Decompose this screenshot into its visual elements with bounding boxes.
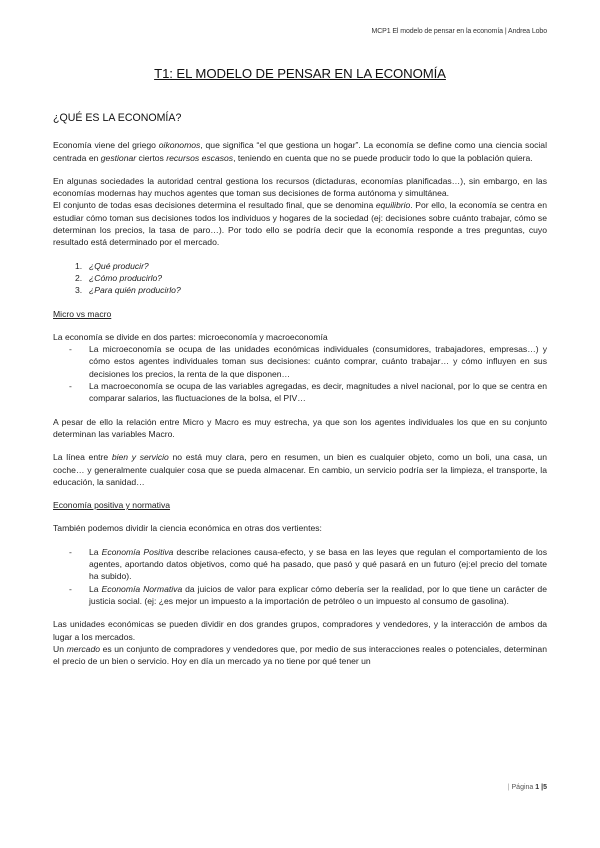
list-item [53, 284, 547, 296]
document-body [53, 112, 547, 667]
text-run: , que significa “el que gestiona un hogar”. La economía se define como una ciencia social centrada en [53, 140, 547, 163]
text-run: La línea entre [53, 452, 112, 463]
text-run-italic: bien y servicio [111, 452, 169, 463]
document-title: T1: EL MODELO DE PENSAR EN LA ECONOMÍA [154, 66, 446, 81]
list-item [53, 343, 547, 380]
footer-bar: | [507, 784, 510, 791]
text-run: ciertos [136, 152, 167, 163]
text-run: La [89, 546, 102, 557]
text-run: La [89, 583, 102, 594]
page-header: MCP1 El modelo de pensar en la economía | Andrea Lobo [371, 28, 547, 35]
page-footer [508, 784, 547, 791]
text-run-italic: equilibrio [375, 200, 411, 211]
list-item-text: ¿Para quién producirlo? [89, 285, 181, 296]
page-number: 1 [535, 784, 540, 791]
paragraph-positiva-intro: También podemos dividir la ciencia económica en otras dos vertientes: [53, 523, 322, 534]
text-run: Un [53, 643, 67, 654]
paragraph-definition [53, 139, 547, 164]
text-run: no está muy clara, pero en resumen, un bien es cualquier objeto, como un boli, una casa, un coche… y generalmente cualquier cosa que se pueda almacenar. En cambio, un servicio podría ser la limpieza, el transporte, la educación, la sanidad… [53, 452, 547, 487]
subheading-positiva-normativa: Economía positiva y normativa [53, 500, 171, 511]
page-separator: | [541, 784, 544, 791]
list-number: 2. [75, 272, 83, 283]
text-run: , teniendo en cuenta que no se puede producir todo lo que la población quiera. [233, 152, 533, 163]
list-item [53, 583, 547, 608]
list-item-text: La microeconomía se ocupa de las unidades económicas individuales (consumidores, trabajadores, empresas…) y cómo estos agentes individuales toman sus decisiones: cuánto comprar, cuánto trabajar… y cómo influyen en sus decisiones los precios, la renta de la que disponen… [89, 344, 547, 379]
paragraph-authority: En algunas sociedades la autoridad central gestiona los recursos (dictaduras, economías planificadas…), sin embargo, en las economías modernas hay muchos agentes que toman sus decisiones de forma autónoma y simultánea. [53, 175, 547, 199]
dash-bullet: - [69, 583, 72, 594]
list-item-text: ¿Qué producir? [89, 260, 149, 271]
positiva-normativa-list [53, 546, 547, 607]
page-label: Página [511, 784, 534, 791]
text-run: . Por ello, la economía se centra en estudiar cómo toman sus decisiones todos los individuos y hogares de la sociedad (ej: decisiones sobre cuánto trabajar, cómo se determinan los precios, la tasa de paro…). Por todo ello se podría decir que la economía responde a tres preguntas, cuyo resultado está determinado por el mercado. [53, 200, 547, 248]
paragraph-micro-macro-relation: A pesar de ello la relación entre Micro y Macro es muy estrecha, ya que son los agentes individuales los que en su conjunto determinan las variables Macro. [53, 416, 547, 439]
list-item [53, 260, 547, 272]
text-run-italic: Economía Normativa [101, 583, 183, 594]
dash-bullet: - [69, 546, 72, 557]
text-run: El conjunto de todas esas decisiones determina el resultado final, que se denomina [53, 200, 376, 211]
micro-macro-list [53, 343, 547, 404]
text-run: describe relaciones causa-efecto, y se basa en las leyes que regulan el comportamiento de los agentes, aportando datos objetivos, como qué ha pasado, que pasó y qué pasará en un futuro (ej:el precio del tomate ha subido). [89, 546, 548, 582]
paragraph-bien-servicio [53, 451, 547, 488]
list-item-text: La macroeconomía se ocupa de las variables agregadas, es decir, magnitudes a nivel nacional, por lo que se centra en comparar salarios, las fluctuaciones de la bolsa, el PIV… [89, 381, 547, 404]
text-run-italic: oikonomos [158, 140, 201, 151]
list-item-text: ¿Cómo producirlo? [89, 272, 163, 283]
text-run-italic: mercado [66, 643, 100, 654]
text-run-italic: Economía Positiva [101, 546, 174, 557]
text-run-italic: gestionar [100, 152, 137, 163]
subheading-micro-macro: Micro vs macro [53, 308, 112, 319]
text-run: da juicios de valor para explicar cómo debería ser la realidad, por lo que tiene un carácter de justicia social. (ej: ¿es mejor un impuesto a la importación de petróleo o un impuesto al consumo de gasolina). [89, 583, 547, 606]
paragraph-unidades: Las unidades económicas se pueden dividir en dos grandes grupos, compradores y vendedores, y la interacción de ambos da lugar a los mercados. [53, 619, 547, 642]
list-item [53, 380, 547, 405]
text-run: es un conjunto de compradores y vendedores que, por medio de sus interacciones reales o potenciales, determinan el precio de un bien o servicio. Hoy en día un mercado ya no tiene por qué tener un [53, 643, 547, 667]
list-number: 1. [75, 260, 83, 271]
list-item [53, 546, 547, 583]
list-number: 3. [75, 285, 83, 296]
dash-bullet: - [69, 381, 72, 392]
paragraph-micro-intro: La economía se divide en dos partes: microeconomía y macroeconomía [53, 331, 328, 342]
dash-bullet: - [69, 344, 72, 355]
questions-list [53, 260, 547, 297]
text-run: Economía viene del griego [53, 140, 159, 151]
page-total: 5 [543, 784, 547, 791]
paragraph-equilibrium [53, 199, 547, 248]
text-run-italic: recursos escasos [166, 152, 234, 163]
list-item [53, 272, 547, 284]
paragraph-mercado [53, 643, 547, 668]
section-heading: ¿QUÉ ES LA ECONOMÍA? [53, 112, 182, 124]
